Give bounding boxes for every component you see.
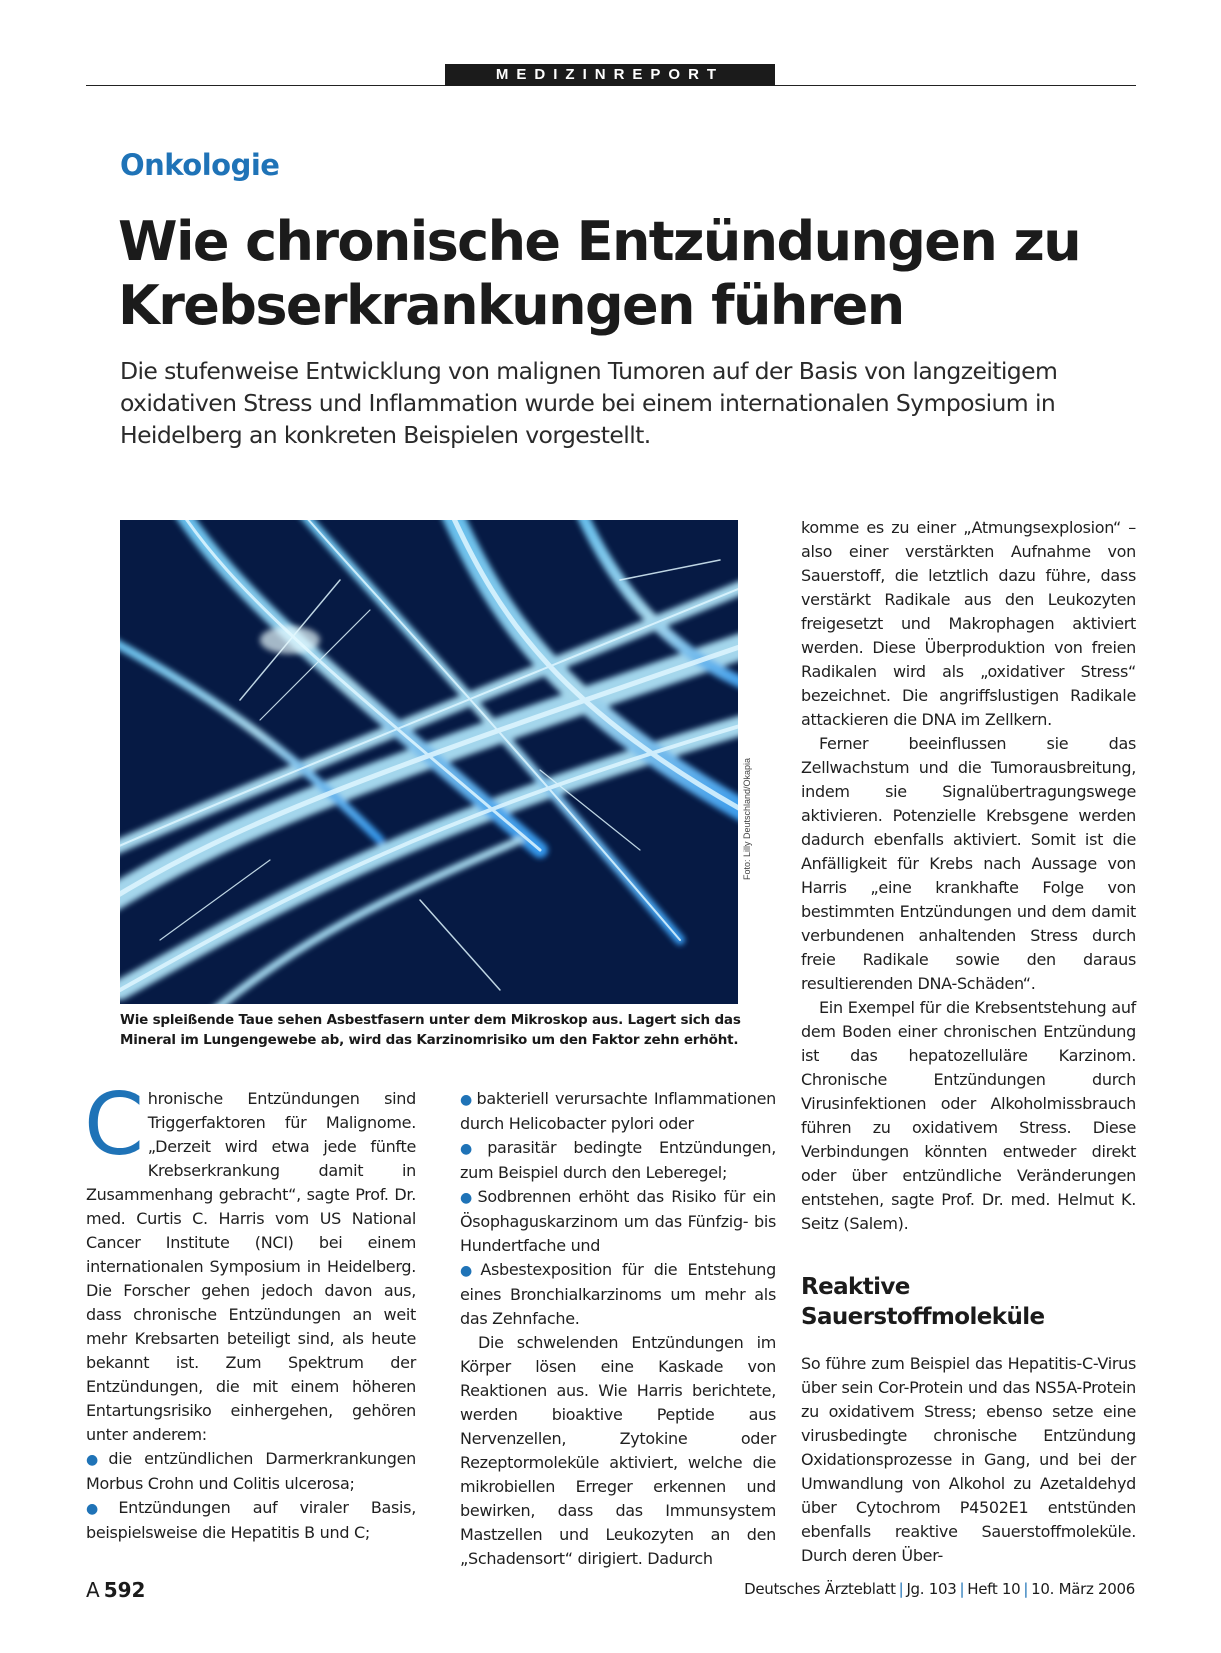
page-number (86, 1578, 145, 1602)
list-item (86, 1496, 416, 1545)
list-item-text: parasitär bedingte Entzündungen, zum Beispiel durch den Leberegel; (460, 1138, 776, 1182)
journal-name: Deutsches Ärzteblatt (744, 1580, 896, 1598)
bullet-icon: ● (86, 1501, 116, 1517)
list-item (460, 1258, 776, 1331)
body-paragraph: Ferner beeinflussen sie das Zellwachstum und die Tumorausbreitung, indem sie Signalübertragungswege aktivieren. Potenzielle Krebsgene werden dadurch ebenfalls aktiviert. Somit ist die Anfälligkeit für Krebs nach Aussage von Harris „eine krankhafte Folge von bestimmten Entzündungen und dem damit verbundenen anhaltenden Stress durch freie Radikale sowie den daraus resultierenden DNA-Schäden“. (801, 734, 1136, 993)
fiber-illustration (120, 520, 738, 1004)
separator: | (959, 1580, 965, 1598)
body-paragraph: So führe zum Beispiel das Hepatitis-C-Virus über sein Cor-Protein und das NS5A-Protein zu oxidativem Stress; ebenso setze eine virusbedingte chronische Entzündung Oxidationsprozesse in Gang, und bei der Umwandlung von Alkohol zu Azetaldehyd über Cytochrom P4502E1 entstünden ebenfalls reaktive Sauerstoffmoleküle. Durch deren Über- (801, 1354, 1136, 1565)
body-paragraph: Ein Exempel für die Krebsentstehung auf dem Boden einer chronischen Entzündung ist das hepatozelluläre Karzinom. Chronische Entzündungen durch Virusinfektionen oder Alkoholmissbrauch führen zu oxidativem Stress. Diese Verbindungen könnten entweder direkt oder über entzündliche Veränderungen entstehen, sagte Prof. Dr. med. Helmut K. Seitz (Salem). (801, 998, 1136, 1233)
body-paragraph: Die schwelenden Entzündungen im Körper lösen eine Kaskade von Reaktionen aus. Wie Harris berichtete, werden bioaktive Peptide aus Nervenzellen, Zytokine oder Rezeptormoleküle aktiviert, welche die mikrobiellen Erreger erkennen und bewirken, dass das Immunsystem Mastzellen und Leukozyten an den „Schadensort“ dirigiert. Dadurch (460, 1333, 776, 1568)
list-item-text: Asbestexposition für die Entstehung eines Bronchialkarzinoms um mehr als das Zehnfache. (460, 1260, 776, 1328)
list-item (460, 1185, 776, 1258)
list-item-text: Sodbrennen erhöht das Risiko für ein Ösophaguskarzinom um das Fünfzig- bis Hundertfache und (460, 1187, 776, 1255)
list-item (460, 1087, 776, 1136)
journal-volume: Jg. 103 (906, 1580, 957, 1598)
list-item (460, 1136, 776, 1185)
figure-caption (120, 1010, 760, 1050)
page-number-value: 592 (103, 1578, 146, 1602)
caption-text: Wie spleißende Taue sehen Asbestfasern unter dem Mikroskop aus. Lagert sich das Mineral im Lungengewebe ab, wird das Karzinomrisiko um den Faktor zehn erhöht. (120, 1012, 741, 1048)
article-kicker: Onkologie (120, 148, 280, 182)
journal-date: 10. März 2006 (1031, 1580, 1135, 1598)
list-item-text: bakteriell verursachte Inflammationen durch Helicobacter pylori oder (460, 1089, 776, 1133)
body-column-2 (460, 1087, 776, 1571)
section-subheading: Reaktive Sauerstoffmoleküle (801, 1274, 1045, 1330)
asbestos-fiber-photo (120, 520, 738, 1004)
bullet-icon: ● (460, 1092, 474, 1108)
article-lead: Die stufenweise Entwicklung von malignen Tumoren auf der Basis von langzeitigem oxidativen Stress und Inflammation wurde bei einem internationalen Symposium in Heidelberg an konkreten Beispielen vorgestellt. (120, 357, 1058, 449)
intro-paragraph (84, 1075, 416, 1447)
list-item (86, 1447, 416, 1496)
journal-issue: Heft 10 (967, 1580, 1021, 1598)
photo-credit: Foto: Lilly Deutschland/Okapia (742, 757, 752, 880)
body-column-1 (84, 1075, 417, 1545)
section-banner: MEDIZINREPORT (445, 64, 775, 86)
page-prefix: A (86, 1578, 100, 1602)
bullet-icon: ● (460, 1263, 478, 1279)
article-headline: Wie chronische Entzündungen zu Krebserkrankungen führen (118, 210, 1081, 337)
bullet-icon: ● (86, 1452, 106, 1468)
separator: | (898, 1580, 904, 1598)
list-item-text: Entzündungen auf viraler Basis, beispielsweise die Hepatitis B und C; (86, 1498, 417, 1542)
separator: | (1023, 1580, 1029, 1598)
intro-text: hronische Entzündungen sind Triggerfaktoren für Malignome. „Derzeit wird etwa jede fünfte Krebserkrankung damit in Zusammenhang gebracht“, sagte Prof. Dr. med. Curtis C. Harris vom US National Cancer Institute (NCI) bei einem internationalen Symposium in Heidelberg. Die Forscher gehen jedoch davon aus, dass chronische Entzündungen an weit mehr Krebsarten beteiligt sind, als heute bekannt ist. Zum Spektrum der Entzündungen, die mit einem höheren Entartungsrisiko einhergehen, gehören unter anderem: (86, 1089, 416, 1444)
bullet-icon: ● (460, 1141, 485, 1157)
list-item-text: die entzündlichen Darmerkrankungen Morbus Crohn und Colitis ulcerosa; (86, 1449, 416, 1493)
bullet-icon: ● (460, 1190, 475, 1206)
journal-info (744, 1580, 1135, 1598)
body-paragraph: komme es zu einer „Atmungsexplosion“ – also einer verstärkten Aufnahme von Sauerstoff, die letztlich dazu führe, dass verstärkt Radikale aus den Leukozyten freigesetzt und Makrophagen aktiviert werden. Diese Überproduktion von freien Radikalen wird als „oxidativer Stress“ bezeichnet. Die angriffslustigen Radikale attackieren die DNA im Zellkern. (801, 518, 1136, 729)
dropcap: C (84, 1075, 144, 1175)
body-column-3 (801, 516, 1136, 1568)
